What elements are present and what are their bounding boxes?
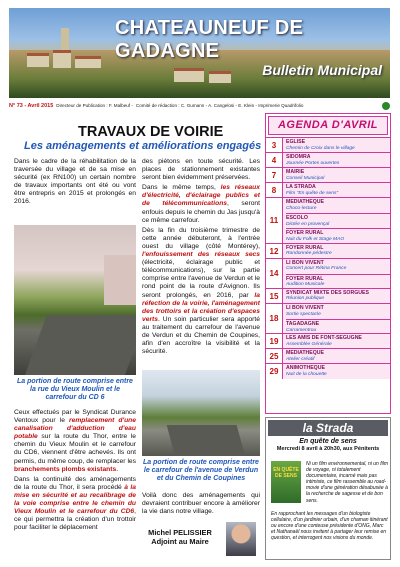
agenda-row (266, 258, 390, 288)
agenda-event-description: Concert pour Rétina France (286, 266, 347, 272)
agenda-event (286, 289, 390, 303)
agenda-row (266, 333, 390, 348)
strada-film-title: En quête de sens (299, 438, 357, 445)
agenda-event-description: Choco-lecture (286, 205, 317, 211)
agenda-event (286, 183, 390, 197)
road-surface (21, 315, 136, 375)
issue-number: N° 73 - Avril 2015 (9, 102, 54, 109)
agenda-day: 14 (266, 259, 283, 288)
agenda-event (286, 138, 390, 152)
agenda-event-description: Dictée en provençal (286, 221, 330, 227)
photo-caption-1: La portion de route comprise entre la rue du Vieux Moulin et le carrefour du CD 6 (17, 378, 133, 401)
agenda-event-organizer: SIDOMRA (286, 154, 311, 161)
signature (145, 528, 215, 546)
agenda-event (286, 364, 390, 378)
agenda-event (286, 274, 390, 288)
road-surface (167, 425, 248, 456)
house (27, 53, 49, 67)
agenda-event-organizer: LES AMIS DE FONT-SEGUGNE (286, 335, 362, 342)
agenda-event (286, 319, 390, 333)
agenda-event-description: Atelier créatif (286, 356, 315, 362)
agenda-event-description: Film "En quête de sens" (286, 190, 339, 196)
agenda-day: 15 (266, 289, 283, 303)
publication-info (9, 101, 390, 110)
road-photo-2 (142, 370, 260, 456)
agenda-event-organizer: SYNDICAT MIXTE DES SORGUES (286, 289, 369, 296)
agenda-row (266, 152, 390, 167)
agenda-events (283, 364, 390, 378)
left-paragraph-3: Dans la continuité des aménagements de la route du Thor, il sera procédé à la mise en sécurité et au recalibrage de la voie comprise entre le chemin du Vieux Moulin et le carrefour du CD6, ce qui permettra la création d'un trottoir pour faciliter le déplacement (14, 475, 136, 532)
agenda-row (266, 167, 390, 182)
agenda-day: 18 (266, 304, 283, 333)
committee-line: Comité de rédaction : C. Gumann - A. Cangelosi - E. Klein - Imprimerie Quadrifolio (135, 103, 304, 108)
article-middle-text (142, 158, 260, 358)
agenda-events (283, 334, 390, 348)
agenda-event-description: Nuit du Folk et Stage MAO (286, 236, 345, 242)
agenda-event (286, 213, 390, 228)
agenda-event-description: Réunion publique (286, 296, 325, 302)
agenda-event-description: Assemblée Générale (286, 341, 332, 347)
newsletter-title: CHATEAUNEUF DE GADAGNE (115, 17, 304, 62)
agenda-events (283, 183, 390, 197)
director-line: Directeur de Publication : F. Malbeuf - (56, 103, 133, 108)
agenda-row (266, 197, 390, 242)
agenda-event-description: Sortie spectacle (286, 311, 321, 317)
road-photo-1 (14, 225, 136, 375)
agenda-events (283, 244, 390, 258)
agenda-day: 11 (266, 198, 283, 242)
agenda-event-organizer: FOYER RURAL (286, 275, 324, 282)
photo-caption-2: La portion de route comprise entre le carrefour de l'avenue de Verdun et du Chemin de Coupines (143, 459, 259, 482)
agenda-event-organizer: ANIMOTHEQUE (286, 365, 325, 372)
agenda-event-organizer: TAGADAGNE (286, 321, 320, 328)
agenda-day: 4 (266, 153, 283, 167)
agenda-events (283, 304, 390, 333)
agenda-day: 3 (266, 138, 283, 152)
agenda-event (286, 259, 390, 274)
printer-logo-icon (382, 102, 390, 110)
strada-date: Mercredi 8 avril à 20h30, aux Pénitents (276, 446, 380, 452)
agenda-event (286, 228, 390, 242)
agenda-row (266, 348, 390, 363)
middle-paragraph-1: des piétons en toute sécurité. Les places de stationnement existantes seront bien évidemment préservées. (142, 158, 260, 182)
agenda-event-organizer: EGLISE (286, 139, 306, 145)
signature-role: Adjoint au Maire (151, 537, 209, 546)
agenda-event-description: Randonnée pédestre (286, 251, 332, 257)
agenda-event-organizer: MEDIATHEQUE (286, 350, 324, 357)
agenda-events (283, 138, 390, 152)
agenda-event-organizer: LA STRADA (286, 184, 316, 191)
poster-title: EN QUÊTE DE SENS (273, 467, 299, 479)
agenda-event-organizer: MAIRIE (286, 169, 305, 176)
agenda-event (286, 244, 390, 258)
agenda-event-description: Audition Musicale (286, 282, 325, 288)
agenda-event (286, 198, 390, 213)
agenda-events (283, 198, 390, 242)
agenda-day: 8 (266, 183, 283, 197)
agenda-row (266, 243, 390, 258)
building (104, 255, 136, 305)
agenda-day: 19 (266, 334, 283, 348)
house (209, 71, 231, 83)
middle-paragraph-3: Dès la fin du troisième trimestre de cette année débuteront, à l'entrée ouest du village (côté Montérey), l'enfouissement des réseaux secs (électricité, éclairage public et télécommunications), sur la partie comprise entre l'avenue de Verdun et le rond point de la route d'Avignon. Ils seront prolongés, en 2016, par la réfection de la voirie, l'aménagement des trottoirs et la création d'espaces verts. Un soin particulier sera apporté au traitement du carrefour de l'avenue de Verdun et du Chemin de Coupines, afin d'en accroître la visibilité et la sécurité. (142, 226, 260, 356)
agenda-events (283, 168, 390, 182)
agenda-event (286, 304, 390, 319)
film-poster (271, 461, 301, 503)
agenda-event-description: Conseil Municipal (286, 175, 325, 181)
agenda-day: 12 (266, 244, 283, 258)
signature-name: Michel PELISSIER (148, 528, 212, 537)
agenda-row (266, 182, 390, 197)
agenda-event-description: Journée Portes ouvertes (286, 160, 340, 166)
intro-paragraph: Dans le cadre de la réhabilitation de la traversée du village et de sa mise en sécurité (ex RN100) un certain nombre de travaux importants ont été ou vont être entrepris en 2015 et prolongés en 2016. (14, 158, 136, 206)
agenda-event (286, 168, 390, 182)
agenda-row (266, 363, 390, 378)
agenda-event-description: Chemin de Croix dans le village (286, 145, 355, 151)
article-subtitle: Les aménagements et améliorations engagés (24, 140, 262, 152)
agenda-row (266, 288, 390, 303)
agenda-event-organizer: LI BON VIVENT (286, 259, 324, 266)
agenda-title: AGENDA D'AVRIL (268, 116, 388, 135)
agenda-event (286, 334, 390, 348)
strada-description-2: En rapprochant les messages d'un biologiste cellulaire, d'un jardinier urbain, d'un chaman itinérant ou encore d'une conteuse présidente d'ONG, Marc et Nathanaël nous invitent à partager leur remise en question, et interrogent nos visions du monde. (271, 511, 388, 542)
agenda-events (283, 153, 390, 167)
agenda-day: 25 (266, 349, 283, 363)
left-paragraph-2: Ceux effectués par le Syndicat Durance Ventoux pour le remplacement d'une canalisation d'adduction d'eau potable sur la route du Thor, entre le chemin du Vieux Moulin et le carrefour du CD6, viennent d'être achevés. Ils ont permis, du même coup, de remplacer les branchements plombs existants. (14, 409, 136, 473)
agenda-day: 7 (266, 168, 283, 182)
agenda-event-organizer: FOYER RURAL (286, 230, 324, 237)
agenda-event-description: Nuit de la chouette (286, 371, 327, 377)
article-title: TRAVAUX DE VOIRIE (78, 124, 224, 140)
agenda-row (266, 303, 390, 333)
agenda-events (283, 259, 390, 288)
article-left-text (14, 409, 136, 534)
conclusion-paragraph: Voilà donc des aménagements qui devraient contribuer encore à améliorer la vie dans notre village. (142, 492, 260, 516)
agenda-event-organizer: FOYER RURAL (286, 244, 324, 251)
agenda-events (283, 289, 390, 303)
article-intro (14, 158, 136, 209)
agenda-events (283, 349, 390, 363)
article-conclusion (142, 492, 260, 518)
newsletter-subtitle: Bulletin Municipal (262, 62, 382, 78)
strada-description-1: Ni un film environnemental, ni un film de voyage, ni totalement documentaire, incarné mais pas intimiste, ce film rassemble au road-movie d'une génération désabusée à la recherche de sagesse et de bon sens. (306, 461, 388, 504)
deputy-mayor-portrait (226, 522, 256, 556)
agenda-event-organizer: MEDIATHEQUE (286, 199, 324, 206)
agenda-event (286, 153, 390, 167)
house (75, 56, 101, 68)
agenda-event-organizer: ESCOLO (286, 215, 308, 222)
agenda-event (286, 349, 390, 363)
strada-panel (265, 417, 391, 560)
strada-title: la Strada (268, 420, 388, 436)
agenda-panel (265, 113, 391, 414)
house (174, 68, 204, 82)
house (53, 50, 71, 68)
agenda-row (266, 137, 390, 152)
header-banner (9, 8, 390, 98)
agenda-day: 29 (266, 364, 283, 378)
agenda-list (266, 137, 390, 379)
agenda-event-description: Carramentrou (286, 327, 317, 333)
middle-paragraph-2: Dans le même temps, les réseaux d'électricité, d'éclairage publics et de télécommunications, seront enfouis depuis le chemin du Jas jusqu'à ce même carrefour. (142, 184, 261, 224)
agenda-event-organizer: LI BON VIVENT (286, 305, 324, 312)
